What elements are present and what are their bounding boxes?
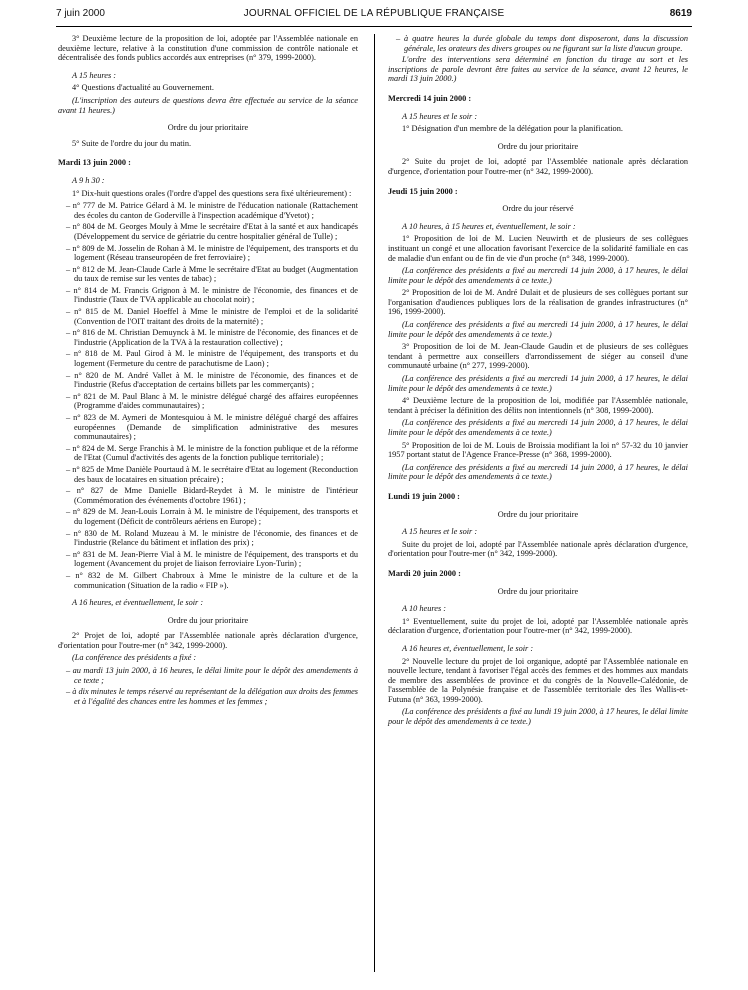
paragraph: 1° Dix-huit questions orales (l'ordre d'appel des questions sera fixé ultérieurement) : — [72, 188, 352, 198]
page-header — [56, 8, 692, 22]
paragraph: 3° Proposition de loi de M. Jean-Claude Gaudin et de plusieurs de ses collègues tendant à permettre aux conseillers d'arrondissement de siéger au conseil d'une communauté urbaine (n° 277, 1999-2000). — [388, 342, 688, 371]
list-item: – n° 825 de Mme Danièle Pourtaud à M. le secrétaire d'Etat au logement (Reconduction des baux de locataires en situation précaire) ; — [66, 464, 358, 484]
time-line: A 16 heures et, éventuellement, le soir : — [402, 643, 534, 653]
paragraph: 1° Désignation d'un membre de la délégation pour la planification. — [402, 124, 623, 134]
right-column — [388, 34, 688, 730]
italic-note: L'ordre des interventions sera déterminé en fonction du tirage au sort et les inscriptions de parole devront être faites au service de la séance, avant 12 heures, le mardi 13 juin 2000.) — [388, 55, 688, 84]
paragraph: 2° Proposition de loi de M. André Dulait et de plusieurs de ses collègues portant sur l'organisation d'audiences publiques lors de la réalisation de grandes infrastructures (n° 196, 1999-2000). — [388, 288, 688, 317]
list-item: – n° 832 de M. Gilbert Chabroux à Mme le ministre de la culture et de la communication (Situation de la radio « FIP »). — [66, 570, 358, 590]
list-item: – n° 816 de M. Christian Demuynck à M. le ministre de l'économie, des finances et de l'industrie (Application de la TVA à la restauration collective) ; — [66, 328, 358, 347]
list-item: – n° 821 de M. Paul Blanc à M. le ministre délégué chargé des affaires européennes (Programme d'aides communautaires) ; — [66, 391, 358, 411]
time-line: A 10 heures : — [402, 604, 447, 614]
italic-note: (La conférence des présidents a fixé au mercredi 14 juin 2000, à 17 heures, le délai limite pour le dépôt des amendements à ce texte.) — [388, 374, 688, 393]
date-heading: Jeudi 15 juin 2000 : — [388, 186, 458, 196]
list-item-italic: – au mardi 13 juin 2000, à 16 heures, le délai limite pour le dépôt des amendements à ce texte ; — [66, 666, 358, 685]
left-column — [58, 34, 358, 708]
header-rule — [56, 26, 692, 27]
paragraph: 2° Nouvelle lecture du projet de loi organique, adopté par l'Assemblée nationale en nouvelle lecture, tendant à favoriser l'égal accès des femmes et des hommes aux mandats de membre des assemblées de province et du congrès de la Nouvelle-Calédonie, de l'assemblée de la Polynésie française et de l'assemblée territoriale des îles Wallis-et-Futuna (n° 363, 1999-2000). — [388, 656, 688, 704]
list-item: – n° 814 de M. Francis Grignon à M. le ministre de l'économie, des finances et de l'industrie (Taux de TVA applicable au chocolat noir) ; — [66, 285, 358, 305]
section-heading: Ordre du jour prioritaire — [497, 141, 579, 151]
paragraph: 1° Proposition de loi de M. Lucien Neuwirth et de plusieurs de ses collègues instituant un congé et une allocation favorisant l'exercice de la solidarité familiale en cas de maladie d'un enfant ou de fin de vie d'un proche (n° 348, 1999-2000). — [388, 234, 688, 263]
paragraph: Suite du projet de loi, adopté par l'Assemblée nationale après déclaration d'urgence, d'orientation pour l'outre-mer (n° 342, 1999-2000). — [388, 539, 688, 559]
list-item: – n° 818 de M. Paul Girod à M. le ministre de l'équipement, des transports et du logement (Fermeture du centre de parachutisme de Laon) ; — [66, 349, 358, 369]
paragraph: 1° Eventuellement, suite du projet de loi, adopté par l'Assemblée nationale après déclaration d'urgence, d'orientation pour l'outre-mer (n° 342, 1999-2000). — [388, 616, 688, 636]
list-item: – n° 777 de M. Patrice Gélard à M. le ministre de l'éducation nationale (Rattachement des écoles du canton de Goderville à l'inspection académique d'Yvetot) ; — [66, 201, 358, 220]
list-item: – n° 815 de M. Daniel Hoeffel à Mme le ministre de l'emploi et de la solidarité (Convention de l'OIT traitant des droits de la maternité) ; — [66, 307, 358, 326]
paragraph: 3° Deuxième lecture de la proposition de loi, adoptée par l'Assemblée nationale en deuxième lecture, relative à la constitution d'une commission de contrôle nationale et décentralisée des fonds publics accordés aux entreprises (n° 379, 1999-2000). — [58, 34, 358, 63]
list-item: – n° 823 de M. Aymeri de Montesquiou à M. le ministre délégué chargé des affaires européennes (Demande de simplification administrative des mesures communautaires) ; — [66, 413, 358, 442]
time-line: A 16 heures, et éventuellement, le soir : — [72, 598, 204, 608]
italic-note: (L'inscription des auteurs de questions devra être effectuée au service de la séance avant 11 heures.) — [58, 95, 358, 115]
italic-note: (La conférence des présidents a fixé au lundi 19 juin 2000, à 17 heures, le délai limite pour le dépôt des amendements à ce texte.) — [388, 707, 688, 727]
header-title: JOURNAL OFFICIEL DE LA RÉPUBLIQUE FRANÇAISE — [243, 8, 505, 19]
italic-note: (La conférence des présidents a fixé : — [72, 653, 197, 663]
header-page-number: 8619 — [669, 8, 692, 19]
date-heading: Lundi 19 juin 2000 : — [388, 491, 460, 501]
time-line: A 15 heures et le soir : — [402, 111, 478, 121]
list-item: – n° 820 de M. André Vallet à M. le ministre de l'économie, des finances et de l'industrie (Refus d'acceptation de certains billets par les commerçants) ; — [66, 370, 358, 390]
paragraph: 4° Deuxième lecture de la proposition de loi, modifiée par l'Assemblée nationale, tendant à préciser la définition des délits non intentionnels (n° 308, 1999-2000). — [388, 396, 688, 415]
list-item: – n° 829 de M. Jean-Louis Lorrain à M. le ministre de l'équipement, des transports et du logement (Déficit de contrôleurs aériens en Europe) ; — [66, 507, 358, 526]
time-line: A 15 heures et le soir : — [402, 527, 478, 537]
section-heading: Ordre du jour prioritaire — [167, 123, 249, 133]
paragraph: 2° Suite du projet de loi, adopté par l'Assemblée nationale après déclaration d'urgence, d'orientation pour l'outre-mer (n° 342, 1999-2000). — [388, 157, 688, 176]
paragraph: 2° Projet de loi, adopté par l'Assemblée nationale après déclaration d'urgence, d'orientation pour l'outre-mer (n° 342, 1999-2000). — [58, 631, 358, 650]
section-heading: Ordre du jour réservé — [502, 204, 574, 214]
section-heading: Ordre du jour prioritaire — [497, 509, 579, 519]
section-heading: Ordre du jour prioritaire — [497, 586, 579, 596]
paragraph: 5° Proposition de loi de M. Louis de Broissia modifiant la loi n° 57-32 du 10 janvier 1957 portant statut de l'Agence France-Presse (n° 368, 1999-2000). — [388, 440, 688, 460]
list-item: – n° 809 de M. Josselin de Rohan à M. le ministre de l'équipement, des transports et du logement (Réseau transeuropéen de fret ferroviaire) ; — [66, 243, 358, 263]
header-date: 7 juin 2000 — [56, 8, 105, 19]
paragraph: 5° Suite de l'ordre du jour du matin. — [72, 138, 192, 148]
time-line: A 10 heures, à 15 heures et, éventuellement, le soir : — [402, 221, 576, 231]
list-item: – n° 804 de M. Georges Mouly à Mme le secrétaire d'Etat à la santé et aux handicapés (Développement du service de gériatrie du centre hospitalier général de Tulle) ; — [66, 222, 358, 241]
column-divider — [374, 34, 375, 972]
list-item-italic: – à quatre heures la durée globale du temps dont disposeront, dans la discussion générale, les orateurs des divers groupes ou ne figurant sur la liste d'aucun groupe. — [396, 34, 688, 53]
paragraph: 4° Questions d'actualité au Gouvernement. — [72, 83, 214, 93]
italic-note: (La conférence des présidents a fixé au mercredi 14 juin 2000, à 17 heures, le délai limite pour le dépôt des amendements à ce texte.) — [388, 320, 688, 339]
time-line: A 9 h 30 : — [72, 175, 105, 185]
list-item: – n° 812 de M. Jean-Claude Carle à Mme le secrétaire d'Etat au budget (Augmentation du taux de remise sur les ventes de tabac) ; — [66, 264, 358, 284]
italic-note: (La conférence des présidents a fixé au mercredi 14 juin 2000, à 17 heures, le délai limite pour le dépôt des amendements à ce texte.) — [388, 418, 688, 437]
section-heading: Ordre du jour prioritaire — [167, 615, 249, 625]
date-heading: Mercredi 14 juin 2000 : — [388, 93, 472, 103]
list-item: – n° 830 de M. Roland Muzeau à M. le ministre de l'économie, des finances et de l'industrie (Relance du bâtiment et inflation des prix) ; — [66, 528, 358, 548]
list-item: – n° 827 de Mme Danielle Bidard-Reydet à M. le ministre de l'intérieur (Commémoration des événements d'octobre 1961) ; — [66, 486, 358, 505]
list-item: – n° 824 de M. Serge Franchis à M. le ministre de la fonction publique et de la réforme de l'Etat (Cumul d'activités des agents de la fonction publique territoriale) ; — [66, 443, 358, 463]
time-line: A 15 heures : — [72, 70, 117, 80]
date-heading: Mardi 20 juin 2000 : — [388, 568, 461, 578]
italic-note: (La conférence des présidents a fixé au mercredi 14 juin 2000, à 17 heures, le délai limite pour le dépôt des amendements à ce texte.) — [388, 266, 688, 285]
list-item-italic: – à dix minutes le temps réservé au représentant de la délégation aux droits des femmes et à l'égalité des chances entre les hommes et les femmes ; — [66, 687, 358, 706]
list-item: – n° 831 de M. Jean-Pierre Vial à M. le ministre de l'équipement, des transports et du logement (Avancement du projet de liaison ferroviaire Lyon-Turin) ; — [66, 549, 358, 569]
italic-note: (La conférence des présidents a fixé au mercredi 14 juin 2000, à 17 heures, le délai limite pour le dépôt des amendements à ce texte.) — [388, 462, 688, 482]
date-heading: Mardi 13 juin 2000 : — [58, 158, 131, 168]
